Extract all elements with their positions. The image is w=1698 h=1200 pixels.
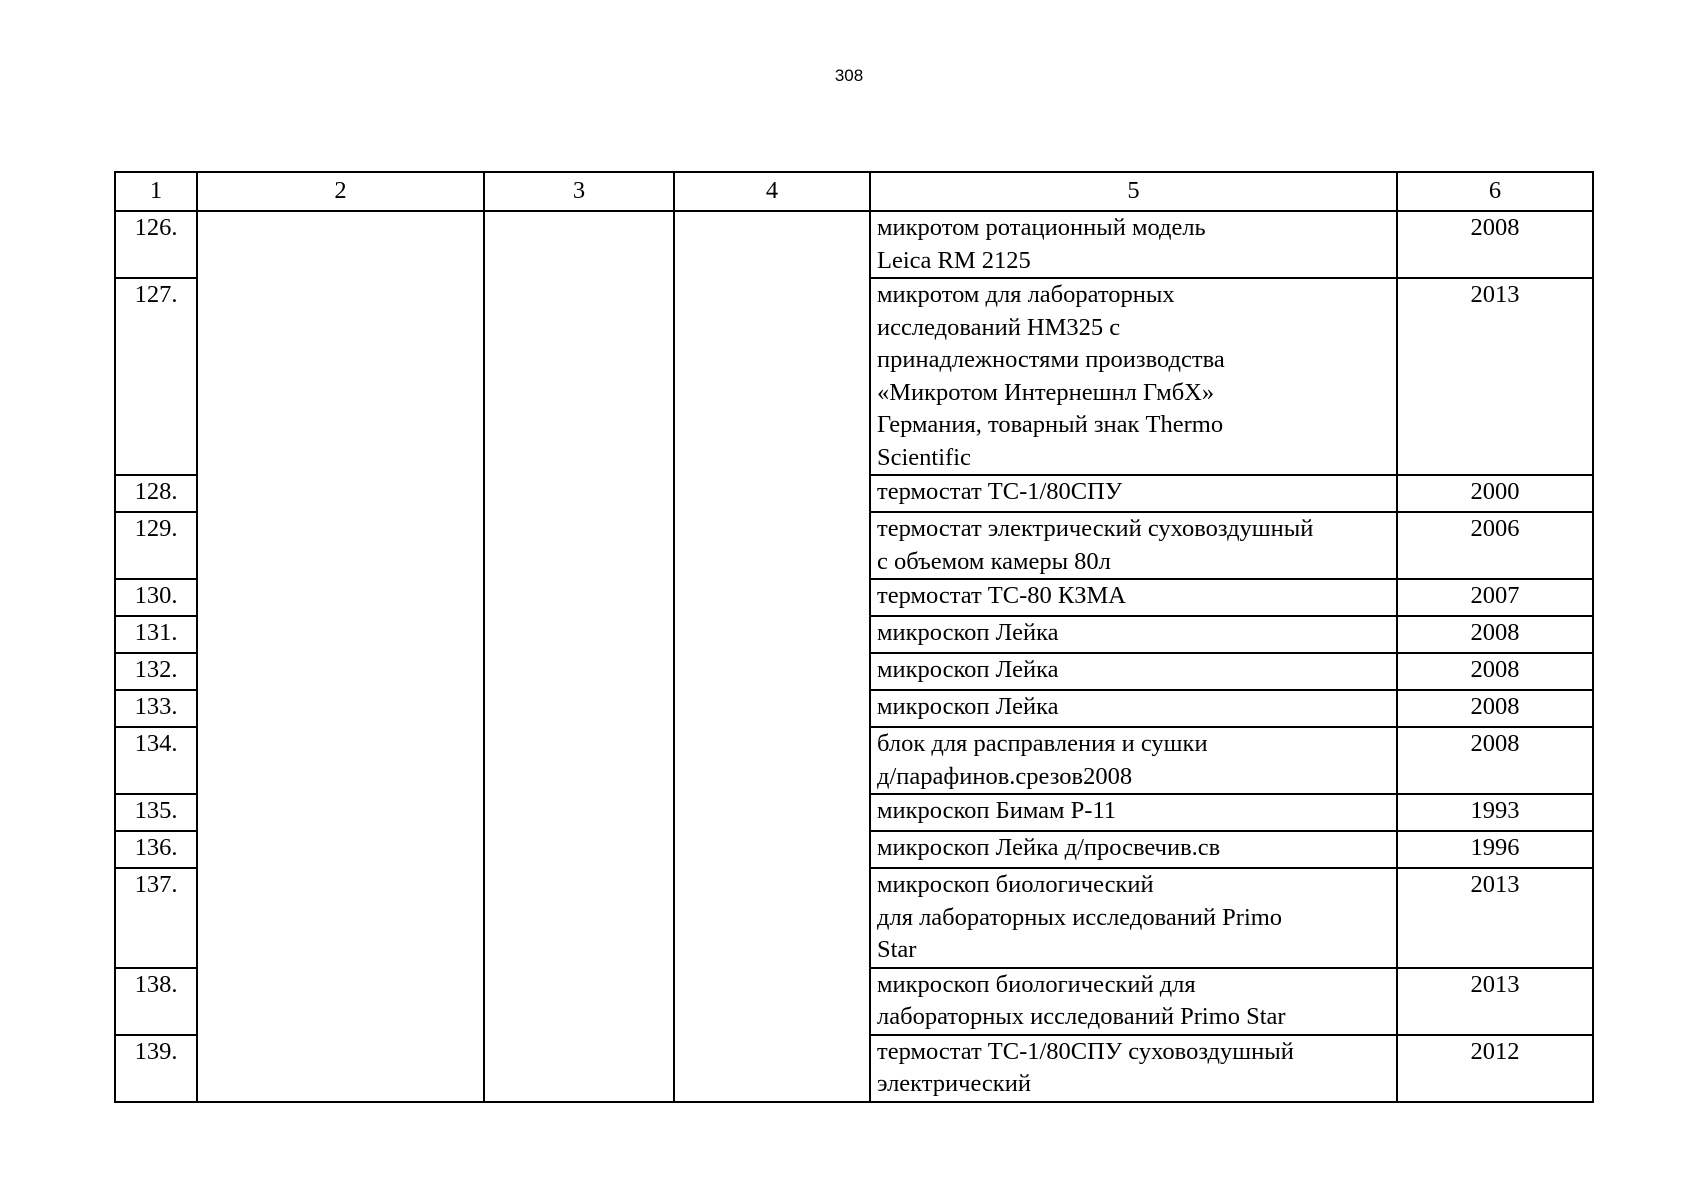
row-number: 131. (115, 616, 197, 653)
year: 2007 (1397, 579, 1593, 616)
page-number: 308 (834, 66, 864, 85)
equipment-name: термостат ТС-80 КЗМА (870, 579, 1397, 616)
equipment-name: микроскоп Лейка (870, 616, 1397, 653)
column-2-empty (197, 211, 484, 1102)
year: 2008 (1397, 616, 1593, 653)
row-number: 133. (115, 690, 197, 727)
row-number: 135. (115, 794, 197, 831)
year: 2006 (1397, 512, 1593, 579)
equipment-name: микроскоп Лейка (870, 653, 1397, 690)
column-header: 2 (197, 172, 484, 211)
equipment-name: микротом ротационный модель Leica RM 2125 (870, 211, 1397, 278)
row-number: 130. (115, 579, 197, 616)
year: 2000 (1397, 475, 1593, 512)
year: 2008 (1397, 211, 1593, 278)
row-number: 127. (115, 278, 197, 475)
column-number-header-row (115, 172, 1593, 211)
year: 2013 (1397, 868, 1593, 968)
equipment-name: микроскоп Лейка (870, 690, 1397, 727)
equipment-name: микроскоп биологический для лабораторных исследований Primo Star (870, 868, 1397, 968)
year: 2013 (1397, 278, 1593, 475)
column-header: 5 (870, 172, 1397, 211)
year: 2013 (1397, 968, 1593, 1035)
column-header: 4 (674, 172, 870, 211)
row-number: 134. (115, 727, 197, 794)
equipment-name: микроскоп биологический для лабораторных исследований Primo Star (870, 968, 1397, 1035)
equipment-name: термостат ТС-1/80СПУ суховоздушный электрический (870, 1035, 1397, 1102)
row-number: 126. (115, 211, 197, 278)
equipment-table (114, 171, 1594, 1103)
equipment-name: термостат ТС-1/80СПУ (870, 475, 1397, 512)
equipment-name: микроскоп Бимам Р-11 (870, 794, 1397, 831)
row-number: 128. (115, 475, 197, 512)
column-4-empty (674, 211, 870, 1102)
row-number: 139. (115, 1035, 197, 1102)
column-header: 6 (1397, 172, 1593, 211)
table-row (115, 211, 1593, 278)
equipment-name: блок для расправления и сушки д/парафинов.срезов2008 (870, 727, 1397, 794)
year: 1993 (1397, 794, 1593, 831)
equipment-name: микротом для лабораторных исследований HM325 с принадлежностями производства «Микротом Интернешнл ГмбХ» Германия, товарный знак Thermo Scientific (870, 278, 1397, 475)
equipment-rows (115, 211, 1593, 1102)
equipment-name: термостат электрический суховоздушный с объемом камеры 80л (870, 512, 1397, 579)
year: 2008 (1397, 690, 1593, 727)
year: 2008 (1397, 727, 1593, 794)
column-header: 3 (484, 172, 674, 211)
column-3-empty (484, 211, 674, 1102)
column-header: 1 (115, 172, 197, 211)
row-number: 132. (115, 653, 197, 690)
year: 1996 (1397, 831, 1593, 868)
row-number: 137. (115, 868, 197, 968)
equipment-name: микроскоп Лейка д/просвечив.св (870, 831, 1397, 868)
year: 2012 (1397, 1035, 1593, 1102)
year: 2008 (1397, 653, 1593, 690)
row-number: 136. (115, 831, 197, 868)
row-number: 138. (115, 968, 197, 1035)
row-number: 129. (115, 512, 197, 579)
